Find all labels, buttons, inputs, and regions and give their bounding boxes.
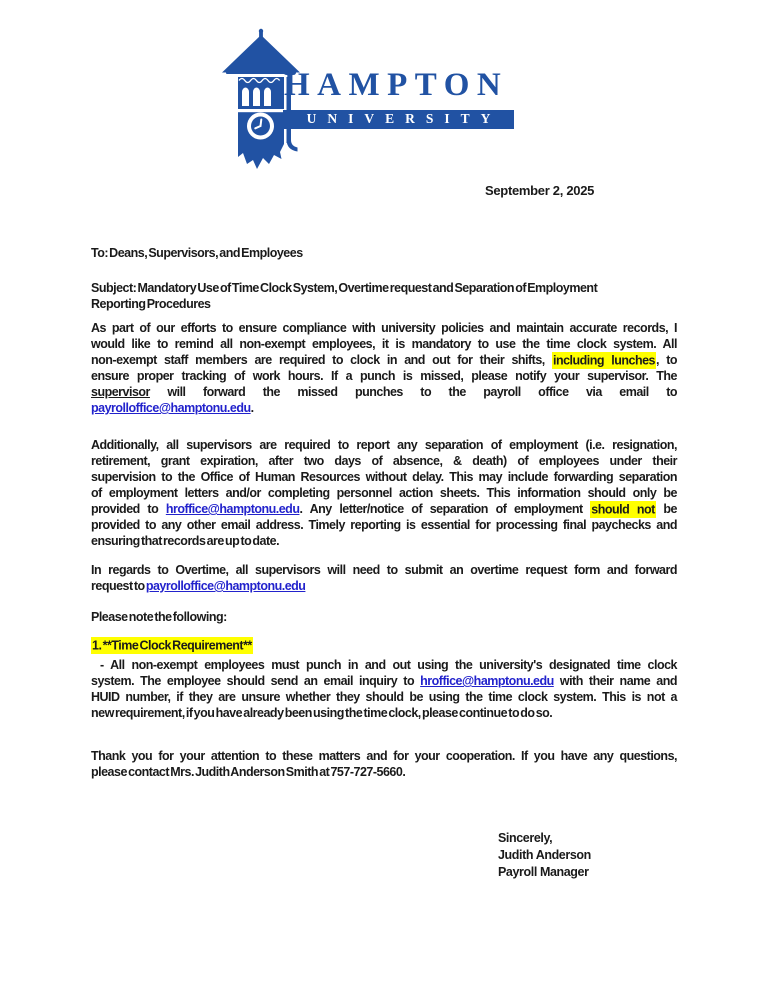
- highlight-should-not: should not: [591, 502, 655, 516]
- underline-supervisor: supervisor: [91, 385, 150, 399]
- text-run: supervision to the Office of Human Resources without delay. This may include forwarding separation: [91, 470, 677, 484]
- email-link-payrolloffice[interactable]: payrolloffice@hamptonu.edu: [91, 401, 251, 415]
- text-line: [91, 352, 677, 368]
- text-line: [91, 705, 677, 721]
- recipient-line: To: Deans, Supervisors, and Employees: [91, 246, 303, 260]
- body-paragraph-item-detail: [91, 657, 677, 721]
- text-run: HUID number, if they are unsure whether they should be using the time clock system. This is not a: [91, 690, 677, 704]
- text-line: [91, 453, 677, 469]
- hampton-university-logo: [222, 28, 522, 173]
- logo-university-bar: [283, 110, 514, 129]
- text-line: [91, 657, 677, 673]
- text-run: .: [250, 401, 254, 415]
- body-paragraph-thanks: [91, 748, 677, 780]
- text-line: [91, 533, 677, 549]
- signature-title: Payroll Manager: [498, 865, 589, 879]
- text-run: non-exempt staff members are required to clock in and out for their shifts,: [91, 353, 552, 367]
- text-run: ensure proper tracking of work hours. If a punch is missed, please notify your supervisor. The: [91, 369, 677, 383]
- text-run: with their name and: [553, 674, 677, 688]
- email-link-payrolloffice-2[interactable]: payrolloffice@hamptonu.edu: [145, 579, 306, 593]
- text-run: ensuring that records are up to date.: [91, 534, 280, 548]
- text-run: As part of our efforts to ensure compliance with university policies and maintain accurate records, I: [91, 321, 677, 335]
- text-line: [91, 437, 677, 453]
- signature-name: Judith Anderson: [498, 848, 591, 862]
- text-line: [91, 689, 677, 705]
- text-run: request to: [91, 579, 146, 593]
- text-run: Thank you for your attention to these matters and for your cooperation. If you have any questions,: [91, 749, 677, 763]
- text-line: [91, 384, 677, 400]
- note-line-block: [91, 609, 677, 625]
- text-line: [91, 469, 677, 485]
- text-run: be: [655, 502, 677, 516]
- text-line: [91, 673, 677, 689]
- subject-line-1: Subject: Mandatory Use of Time Clock System, Overtime request and Separation of Employment: [91, 281, 598, 295]
- text-run: . Any letter/notice of separation of employment: [299, 502, 591, 516]
- text-line: [91, 517, 677, 533]
- text-line: [91, 764, 677, 780]
- text-run: would like to remind all non-exempt employees, it is mandatory to use the time clock system. All: [91, 337, 677, 351]
- text-run: of employment letters and/or completing personnel action sheets. This information should only be: [91, 486, 677, 500]
- text-run: will forward the missed punches to the payroll office via email to: [149, 385, 677, 399]
- logo-wordmark-hampton: HAMPTON: [284, 67, 509, 103]
- body-paragraph-time-clock: [91, 320, 677, 416]
- text-run: please contact Mrs. Judith Anderson Smith at 757-727-5660.: [91, 765, 406, 779]
- text-line: [91, 501, 677, 517]
- recipient-line-block: [91, 245, 677, 261]
- email-link-hroffice-2[interactable]: hroffice@hamptonu.edu: [420, 674, 554, 688]
- tower-clock-face: [247, 113, 274, 140]
- text-run: system. The employee should send an email inquiry to: [91, 674, 421, 688]
- highlight-item-heading: 1. **Time Clock Requirement**: [92, 638, 252, 652]
- item-heading-time-clock: [91, 637, 677, 653]
- highlight-including-lunches: including lunches: [553, 353, 655, 367]
- signature-block: [498, 830, 591, 881]
- signature-sincerely: Sincerely,: [498, 831, 553, 845]
- item-heading-block: [91, 637, 677, 653]
- text-line: [91, 320, 677, 336]
- text-line: [91, 336, 677, 352]
- text-line: [91, 748, 677, 764]
- text-run: Additionally, all supervisors are required to report any separation of employment (i.e. resignation,: [91, 438, 677, 452]
- text-line: [91, 578, 677, 594]
- text-run: retirement, grant expiration, after two days of absence, & death) of employees under their: [91, 454, 677, 468]
- text-run: new requirement, if you have already been using the time clock, please continue to do so.: [91, 706, 553, 720]
- text-run: In regards to Overtime, all supervisors will need to submit an overtime request form and forward: [91, 563, 677, 577]
- text-line: [91, 485, 677, 501]
- body-paragraph-overtime: [91, 562, 677, 594]
- date-line: September 2, 2025: [485, 183, 595, 198]
- subject-block: [91, 280, 677, 312]
- email-link-hroffice[interactable]: hroffice@hamptonu.edu: [165, 502, 300, 516]
- text-run: provided to: [91, 502, 166, 516]
- text-line: [91, 368, 677, 384]
- text-line: [91, 400, 677, 416]
- subject-line-2: Reporting Procedures: [91, 297, 211, 311]
- logo-wordmark-university: UNIVERSITY: [306, 111, 502, 127]
- note-line: Please note the following:: [91, 610, 227, 624]
- text-line: [91, 562, 677, 578]
- text-run: provided to any other email address. Timely reporting is essential for processing final paychecks and: [91, 518, 677, 532]
- body-paragraph-separation: [91, 437, 677, 549]
- text-run: , to: [656, 353, 677, 367]
- text-run: - All non-exempt employees must punch in and out using the university's designated time clock: [100, 658, 677, 672]
